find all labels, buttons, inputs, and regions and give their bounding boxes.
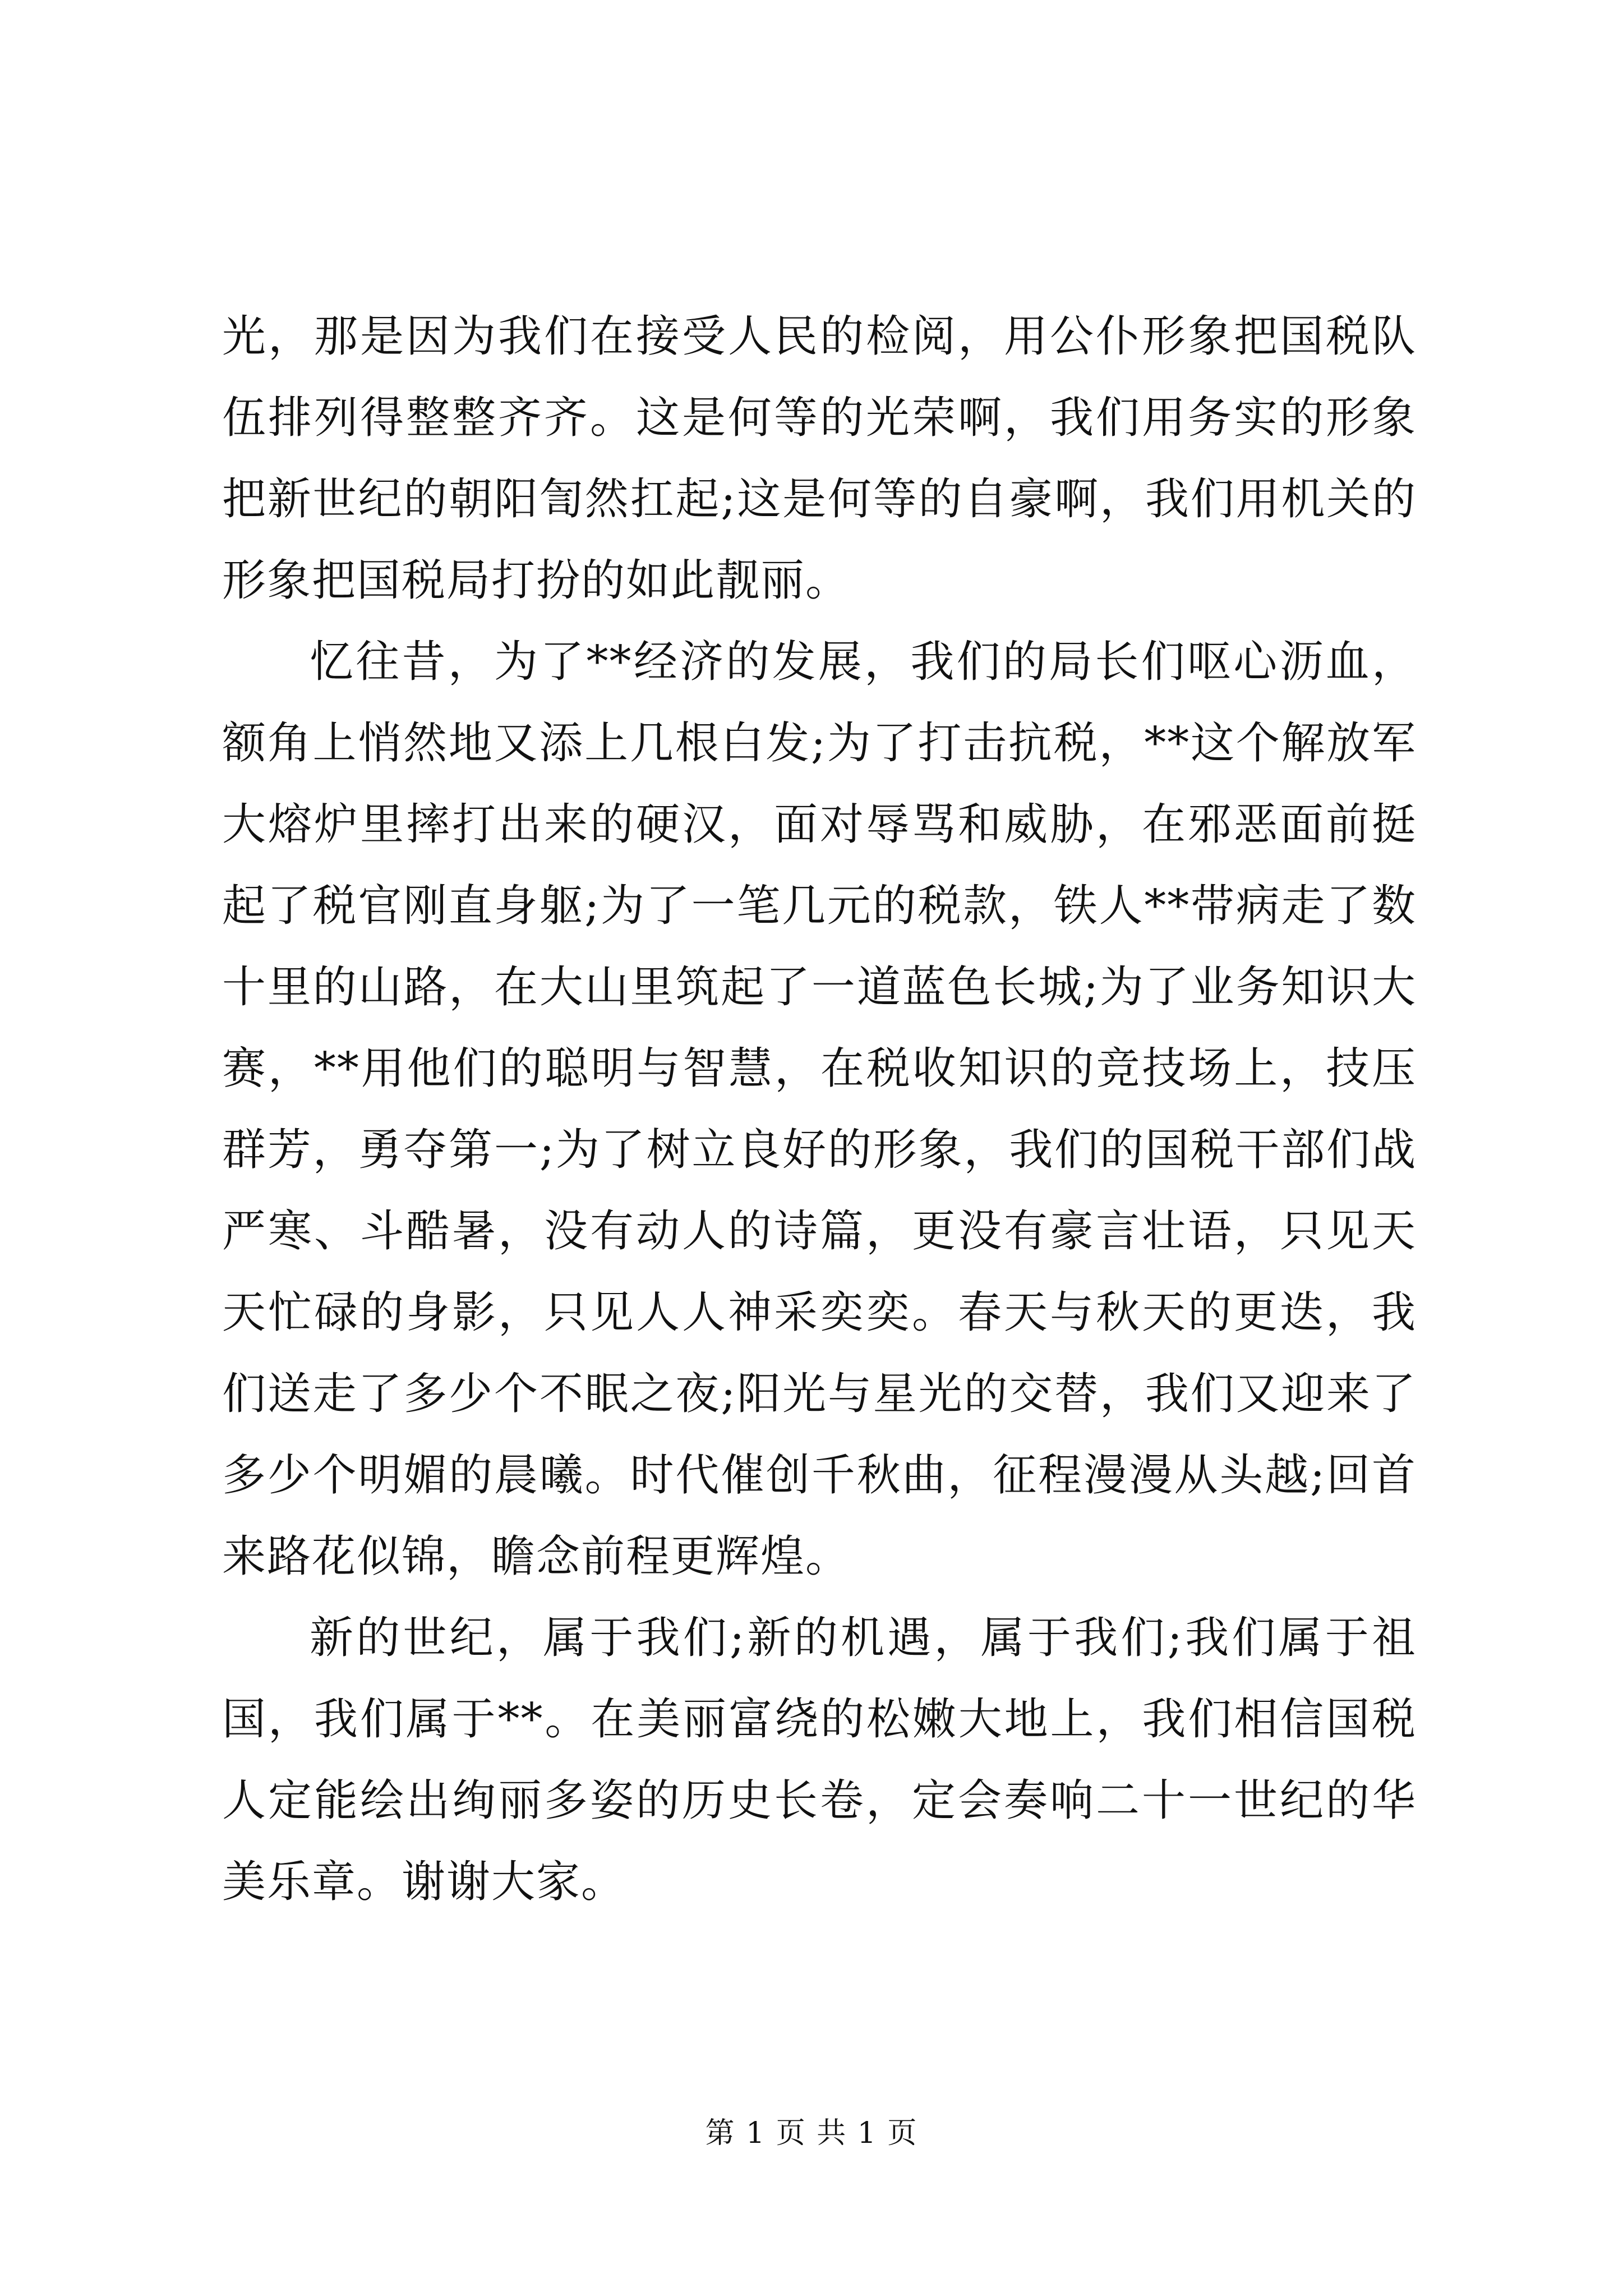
paragraph-2: 忆往昔，为了**经济的发展，我们的局长们呕心沥血，额角上悄然地又添上几根白发;为了打击抗税，**这个解放军大熔炉里摔打出来的硬汉，面对辱骂和威胁，在邪恶面前挺起了税官刚直身躯;为了一笔几元的税款，铁人**带病走了数十里的山路，在大山里筑起了一道蓝色长城;为了业务知识大赛，**用他们的聪明与智慧，在税收知识的竞技场上，技压群芳，勇夺第一;为了树立良好的形象，我们的国税干部们战严寒、斗酷暑，没有动人的诗篇，更没有豪言壮语，只见天天忙碌的身影，只见人人神采奕奕。春天与秋天的更迭，我们送走了多少个不眠之夜;阳光与星光的交替，我们又迎来了多少个明媚的晨曦。时代催创千秋曲，征程漫漫从头越;回首来路花似锦，瞻念前程更辉煌。 [222, 637, 1417, 1582]
paragraph-1: 光，那是因为我们在接受人民的检阅，用公仆形象把国税队伍排列得整整齐齐。这是何等的光荣啊，我们用务实的形象把新世纪的朝阳訇然扛起;这是何等的自豪啊，我们用机关的形象把国税局打扮的如此靓丽。 [222, 311, 1417, 606]
paragraph-3: 新的世纪，属于我们;新的机遇，属于我们;我们属于祖国，我们属于**。在美丽富绕的松嫩大地上，我们相信国税人定能绘出绚丽多姿的历史长卷，定会奏响二十一世纪的华美乐章。谢谢大家。 [222, 1613, 1417, 1907]
page-footer: 第 1 页 共 1 页 [705, 2116, 918, 2150]
document-body [222, 296, 1417, 1923]
